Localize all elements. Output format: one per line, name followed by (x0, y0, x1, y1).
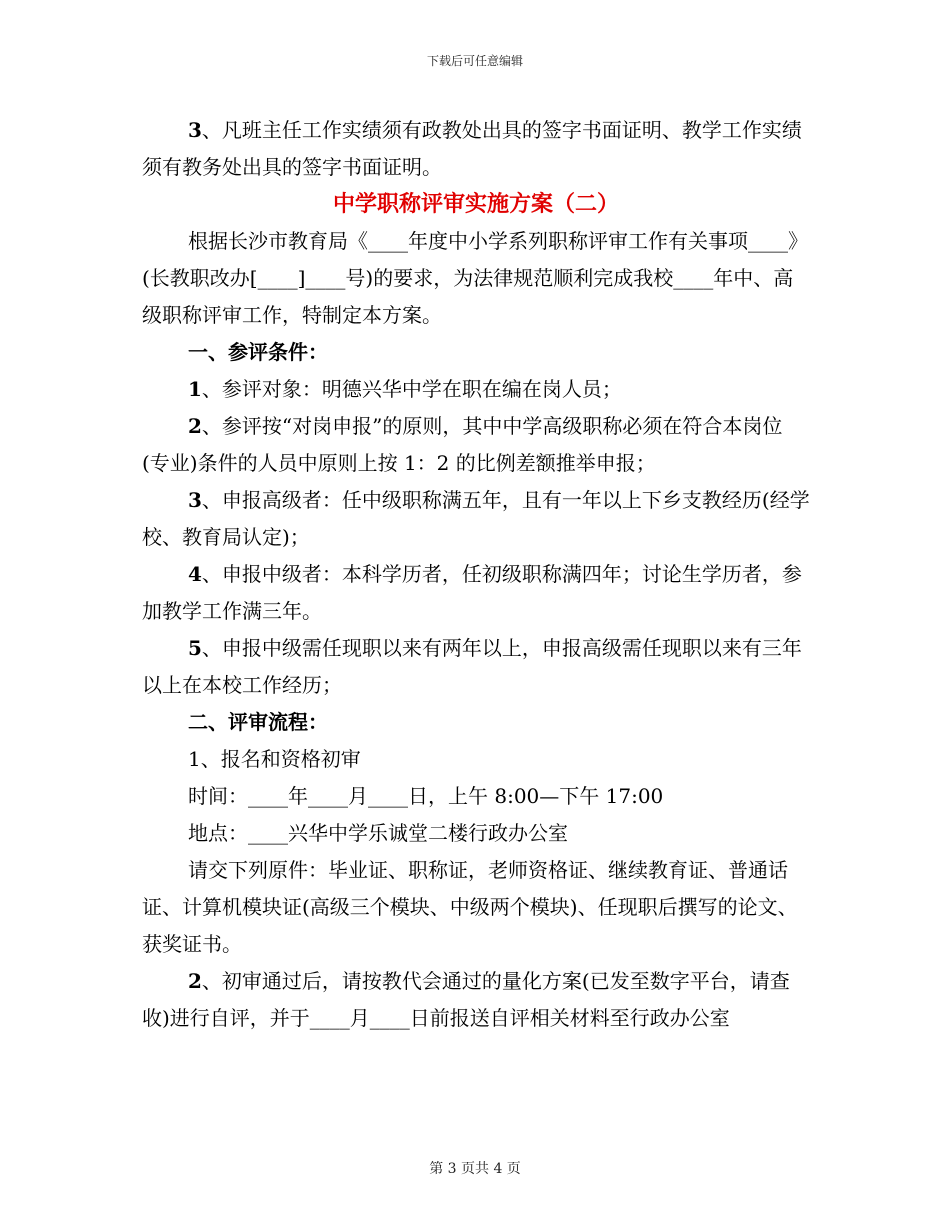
condition-item (142, 556, 810, 630)
item-number: 5 (188, 636, 202, 660)
item-number: 3 (188, 488, 202, 512)
condition-item (142, 482, 810, 556)
item-text: 、凡班主任工作实绩须有政教处出具的签字书面证明、教学工作实绩须有教务处出具的签字书面证明。 (142, 118, 802, 179)
item-number: 2 (188, 414, 202, 438)
item-text: 、参评按“对岗申报”的原则，其中中学高级职称必须在符合本岗位(专业)条件的人员中原则上按 1：2 的比例差额推举申报； (142, 414, 783, 475)
document-title: 中学职称评审实施方案（二） (332, 191, 619, 217)
item-number: 2 (188, 969, 202, 993)
process-place: 地点：____兴华中学乐诚堂二楼行政办公室 (188, 821, 568, 845)
item-text: 、申报中级需任现职以来有两年以上，申报高级需任现职以来有三年以上在本校工作经历； (142, 636, 802, 697)
condition-item (142, 408, 810, 482)
item-text: 、申报高级者：任中级职称满五年，且有一年以上下乡支教经历(经学校、教育局认定)； (142, 488, 810, 549)
condition-item (142, 371, 810, 408)
item-text: 、初审通过后，请按教代会通过的量化方案(已发至数字平台，请查收)进行自评，并于____月____日前报送自评相关材料至行政办公室 (142, 969, 790, 1030)
item-text: 、参评对象：明德兴华中学在职在编在岗人员； (201, 377, 622, 401)
condition-item (142, 630, 810, 704)
process-step: 1、报名和资格初审 (188, 747, 361, 771)
item-number: 4 (188, 562, 202, 586)
document-body (142, 112, 810, 1037)
process-time: 时间：____年____月____日，上午 8:00—下午 17:00 (188, 784, 664, 808)
item-text: 、申报中级者：本科学历者，任初级职称满四年；讨论生学历者，参加教学工作满三年。 (142, 562, 802, 623)
section-heading-process: 二、评审流程： (188, 710, 328, 734)
section-heading-conditions: 一、参评条件： (188, 340, 328, 364)
page-footer: 第 3 页共 4 页 (429, 1161, 521, 1177)
paragraph-basis: 根据长沙市教育局《____年度中小学系列职称评审工作有关事项____》(长教职改办[____]____号)的要求，为法律规范顺利完成我校____年中、高级职称评审工作，特制定本方案。 (142, 229, 808, 327)
process-step (142, 963, 810, 1037)
paragraph-intro (142, 112, 810, 186)
process-documents: 请交下列原件：毕业证、职称证，老师资格证、继续教育证、普通话证、计算机模块证(高级三个模块、中级两个模块)、任现职后撰写的论文、获奖证书。 (142, 858, 798, 956)
page-header: 下载后可任意编辑 (426, 54, 523, 68)
item-number: 3 (188, 118, 202, 142)
item-number: 1 (188, 377, 202, 401)
